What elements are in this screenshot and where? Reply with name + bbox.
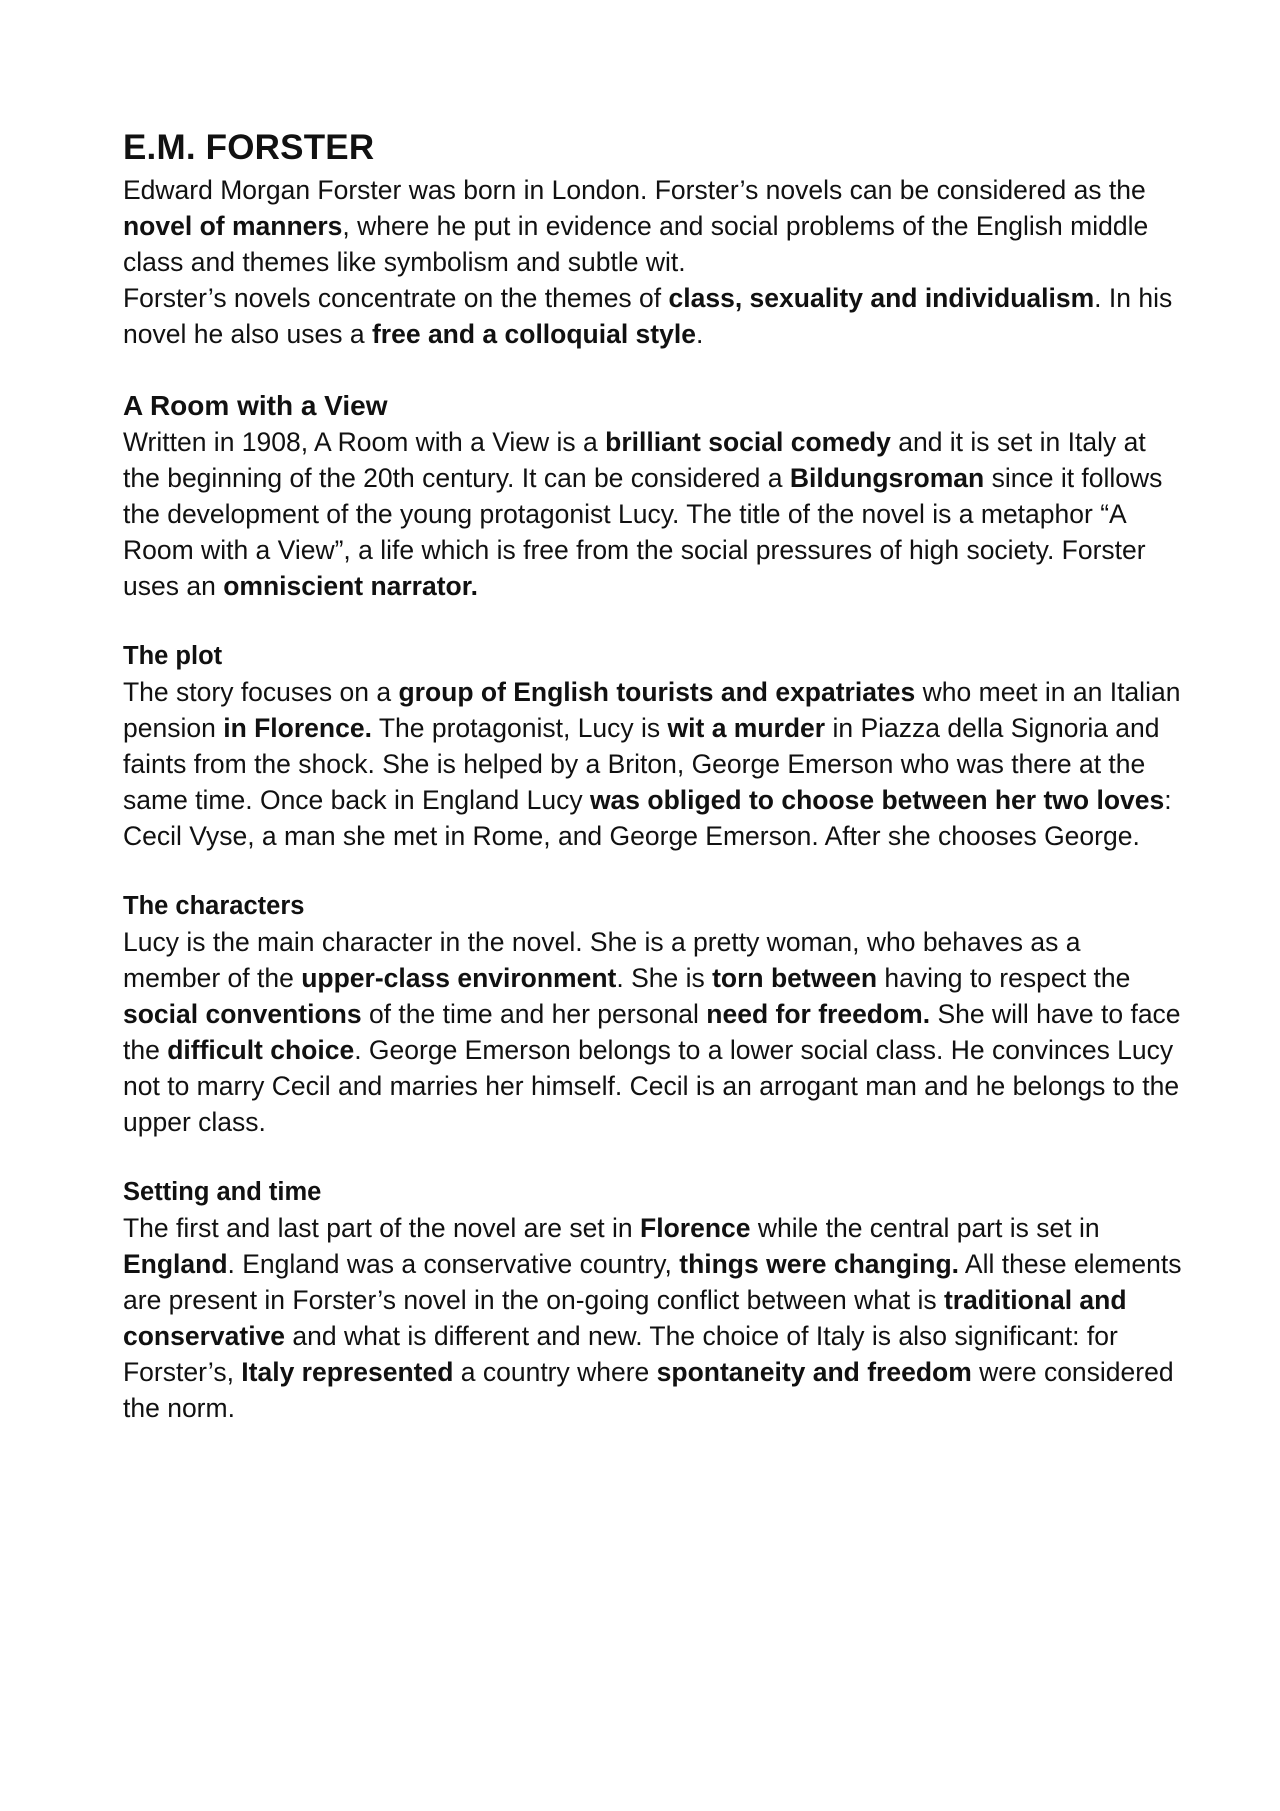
text-run: while the central part is set in <box>750 1213 1100 1243</box>
bold-text-run: traditional and conservative <box>123 1285 1127 1351</box>
room-heading: A Room with a View <box>123 390 388 421</box>
bold-text-run: upper-class environment <box>301 963 617 993</box>
bold-text-run: Bildungsroman <box>789 463 985 493</box>
text-run: having to respect the <box>877 963 1131 993</box>
bold-text-run: class, sexuality and individualism <box>668 283 1095 313</box>
intro-paragraph-1 <box>123 172 1183 280</box>
setting-section <box>123 1174 1183 1426</box>
text-run: and what is different and new. The choice of Italy is also significant: for Forster’s, <box>123 1321 1118 1387</box>
text-run: were considered the norm. <box>123 1357 1174 1423</box>
text-run: Lucy is the main character in the novel. She is a pretty woman, who behaves as a member of the <box>123 927 1081 993</box>
bold-text-run: wit a murder <box>667 713 826 743</box>
text-run: since it follows the development of the young protagonist Lucy. The title of the novel is a metaphor “A Room with a View”, a life which is free from the social pressures of high society. Forster uses an <box>123 463 1163 601</box>
bold-text-run: in Florence. <box>223 713 372 743</box>
room-section <box>123 388 1183 604</box>
text-run: Edward Morgan Forster was born in London. Forster’s novels can be considered as the <box>123 175 1146 205</box>
text-run: of the time and her personal <box>361 999 707 1029</box>
plot-paragraph <box>123 674 1183 854</box>
characters-paragraph <box>123 924 1183 1140</box>
text-run: She will have to face the <box>123 999 1181 1065</box>
text-run: who meet in an Italian pension <box>123 677 1181 743</box>
text-run: . <box>695 319 704 349</box>
text-run: and it is set in Italy at the beginning of the 20th century. It can be considered a <box>123 427 1146 493</box>
bold-text-run: novel of manners <box>123 211 343 241</box>
text-run: The protagonist, Lucy is <box>371 713 668 743</box>
text-run: All these elements are present in Forster’s novel in the on-going conflict between what is <box>123 1249 1182 1315</box>
text-run: The story focuses on a <box>123 677 399 707</box>
text-run: . England was a conservative country, <box>227 1249 680 1279</box>
bold-text-run: need for freedom. <box>706 999 931 1029</box>
text-run: : Cecil Vyse, a man she met in Rome, and George Emerson. After she chooses George. <box>123 785 1172 851</box>
characters-heading: The characters <box>123 892 305 920</box>
bold-text-run: social conventions <box>123 999 362 1029</box>
bold-text-run: Florence <box>640 1213 751 1243</box>
setting-paragraph <box>123 1210 1183 1426</box>
plot-section <box>123 638 1183 854</box>
plot-heading: The plot <box>123 642 223 670</box>
text-run: in Piazza della Signoria and faints from the shock. She is helped by a Briton, George Emerson who was there at the same time. Once back in England Lucy <box>123 713 1160 815</box>
setting-heading: Setting and time <box>123 1178 322 1206</box>
bold-text-run: things were changing. <box>679 1249 960 1279</box>
intro-paragraph-2 <box>123 280 1183 352</box>
page-title: E.M. FORSTER <box>123 128 375 167</box>
bold-text-run: brilliant social comedy <box>605 427 891 457</box>
bold-text-run: torn between <box>712 963 878 993</box>
bold-text-run: free and a colloquial style <box>371 319 696 349</box>
bold-text-run: group of English tourists and expatriates <box>398 677 916 707</box>
bold-text-run: difficult choice <box>167 1035 355 1065</box>
text-run: Forster’s novels concentrate on the themes of <box>123 283 669 313</box>
room-paragraph <box>123 424 1183 604</box>
text-run: . George Emerson belongs to a lower social class. He convinces Lucy not to marry Cecil and marries her himself. Cecil is an arrogant man and he belongs to the upper class. <box>123 1035 1180 1137</box>
intro-section <box>123 128 1183 352</box>
text-run: . She is <box>616 963 713 993</box>
text-run: a country where <box>453 1357 657 1387</box>
bold-text-run: Italy represented <box>241 1357 454 1387</box>
characters-section <box>123 888 1183 1140</box>
text-run: , where he put in evidence and social problems of the English middle class and themes like symbolism and subtle wit. <box>123 211 1149 277</box>
document-page <box>123 128 1183 1426</box>
bold-text-run: spontaneity and freedom <box>656 1357 972 1387</box>
bold-text-run: was obliged to choose between her two loves <box>589 785 1165 815</box>
bold-text-run: England <box>123 1249 228 1279</box>
text-run: The first and last part of the novel are set in <box>123 1213 641 1243</box>
text-run: Written in 1908, A Room with a View is a <box>123 427 606 457</box>
bold-text-run: omniscient narrator. <box>223 571 478 601</box>
text-run: . In his novel he also uses a <box>123 283 1173 349</box>
